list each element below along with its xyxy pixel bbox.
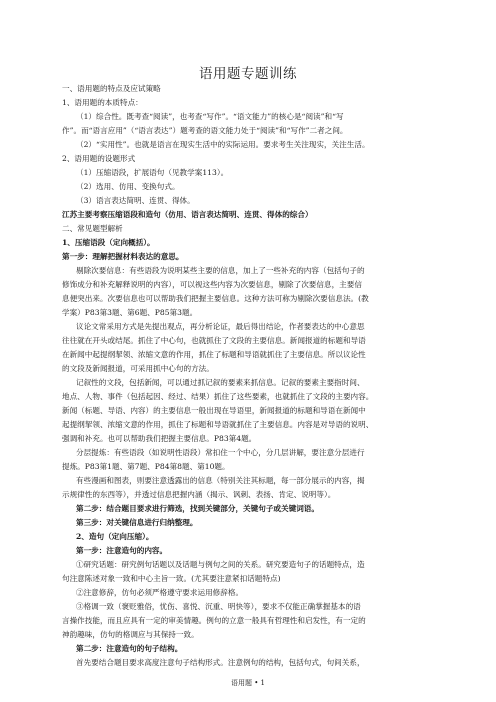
text-line: 句注意陈述对象一致和中心主旨一致。(尤其要注意紧扣话题特点) bbox=[62, 574, 281, 583]
text-line: （1）压缩语段，扩展语句（见教学案113）。 bbox=[76, 168, 229, 177]
text-line: ②注意修辞，仿句必须严格遵守要求运用修辞格。 bbox=[76, 588, 244, 597]
text-line: 第二步：结合题目要求进行筛选，找到关键部分，关键句子或关键词语。 bbox=[76, 504, 319, 513]
text-line: 2、语用题的设题形式 bbox=[62, 154, 136, 163]
text-line: 修饰成分和补充解释说明的内容），可以视这些内容为次要信息，剔除了次要信息，主要信 bbox=[62, 280, 362, 289]
text-line: 作”。而“语言应用”（“语言表达”）题考查的语文能力处于“阅读”和“写作”二者之间。 bbox=[62, 126, 348, 135]
text-line: 议论文常采用方式是先提出观点，再分析论证，最后得出结论，作者要表达的中心意思 bbox=[76, 322, 365, 331]
text-line: （3）语言表达简明、连贯、得体。 bbox=[76, 196, 195, 205]
text-line: 新闻（标题、导语、内容）的主要信息一般出现在导语里，新闻报道的标题和导语在新闻中 bbox=[62, 406, 366, 415]
text-line: 2、造句（定向压缩）。 bbox=[76, 532, 154, 541]
text-line: ①研究话题：研究例句话题以及话题与例句之间的关系。研究要造句子的话题特点，造 bbox=[76, 560, 365, 569]
text-line: （2）选用、仿用、变换句式。 bbox=[76, 182, 180, 191]
text-line: 剔除次要信息：有些语段为说明某些主要的信息，加上了一些补充的内容（包括句子的 bbox=[76, 266, 365, 275]
text-line: 第三步：对关键信息进行归纳整理。 bbox=[76, 518, 198, 527]
text-line: （2）“实用性”。也就是语言在现实生活中的实际运用。要求考生关注现实，关注生活。 bbox=[76, 140, 370, 149]
text-line: 提炼。P83第1题、第7题、P84第8题、第10题。 bbox=[62, 462, 230, 471]
text-line: 强调和补充。也可以帮助我们把握主要信息。P83第4题。 bbox=[62, 434, 257, 443]
text-line: 分层提炼：有些语段（如说明性语段）常扣住一个中心，分几层讲解，要注意分层进行 bbox=[76, 448, 365, 457]
text-line: 有些漫画和图表，则要注意透露出的信息（特别关注其标题，每一部分展示的内容，揭 bbox=[76, 476, 365, 485]
text-line: 第一步：注意造句的内容。 bbox=[76, 546, 168, 555]
text-line: 第一步：理解把握材料表达的意思。 bbox=[62, 252, 184, 261]
text-line: 第二步：注意造句的句子结构。 bbox=[76, 644, 183, 653]
text-line: 学案）P83第3题、第6题、P85第3题。 bbox=[62, 308, 198, 317]
page-footer: 语用题 • 1 bbox=[230, 679, 266, 687]
text-line: 记叙性的文段，包括新闻，可以通过抓记叙的要素来抓信息。记叙的要素主要指时间、 bbox=[76, 378, 365, 387]
text-line: 起提纲挈领、浓缩文意的作用，抓住了标题和导语就抓住了主要信息。内容是对导语的说明、 bbox=[62, 420, 374, 429]
text-line: ③格调一致（褒贬雅俗，忧伤、喜悦、沉重、明快等），要求不仅能正确掌握基本的语 bbox=[76, 602, 361, 611]
text-line: 地点、人物、事件（包括起因、经过、结果）抓住了这些要素，也就抓住了文段的主要内容。 bbox=[62, 392, 374, 401]
text-line: 江苏主要考察压缩语段和造句（仿用、语言表达简明、连贯、得体的综合） bbox=[62, 210, 313, 219]
text-line: 示规律性的东西等），并透过信息把握内涵（揭示、讽刺、表扬、肯定、说明等）。 bbox=[62, 490, 336, 499]
text-line: 神韵趣味，仿句的格调应与其保持一致。 bbox=[62, 630, 199, 639]
text-line: 息便突出来。次要信息也可以帮助我们把握主要信息。这种方法可称为剔除次要信息法。(教 bbox=[62, 294, 369, 303]
text-line: 一、语用题的特点及应试策略 bbox=[62, 84, 161, 93]
text-line: 二、常见题型解析 bbox=[62, 224, 123, 233]
text-line: 言操作技能，而且应具有一定的审美情趣。例句的立意一般具有哲理性和启发性，有一定的 bbox=[62, 616, 366, 625]
text-line: 在新闻中起提纲挈领、浓缩文意的作用，抓住了标题和导语就抓住了主要信息。所以议论性 bbox=[62, 350, 366, 359]
text-line: 1、语用题的本质特点： bbox=[62, 98, 143, 107]
text-line: 的文段及新闻报道，可采用抓中心句的方法。 bbox=[62, 364, 214, 373]
document-title: 语用题专题训练 bbox=[199, 66, 297, 82]
text-line: （1）综合性。既考查“阅读”，也考查“写作”。“语文能力”的核心是“阅读”和“写 bbox=[76, 112, 344, 121]
text-line: 往往就在开头或结尾。抓住了中心句，也就抓住了文段的主要信息。新闻报道的标题和导语 bbox=[62, 336, 366, 345]
text-line: 1、压缩语段（定向概括）。 bbox=[62, 238, 155, 247]
text-line: 首先要结合题目要求高度注意句子结构形式。注意例句的结构，包括句式，句间关系， bbox=[76, 658, 365, 667]
